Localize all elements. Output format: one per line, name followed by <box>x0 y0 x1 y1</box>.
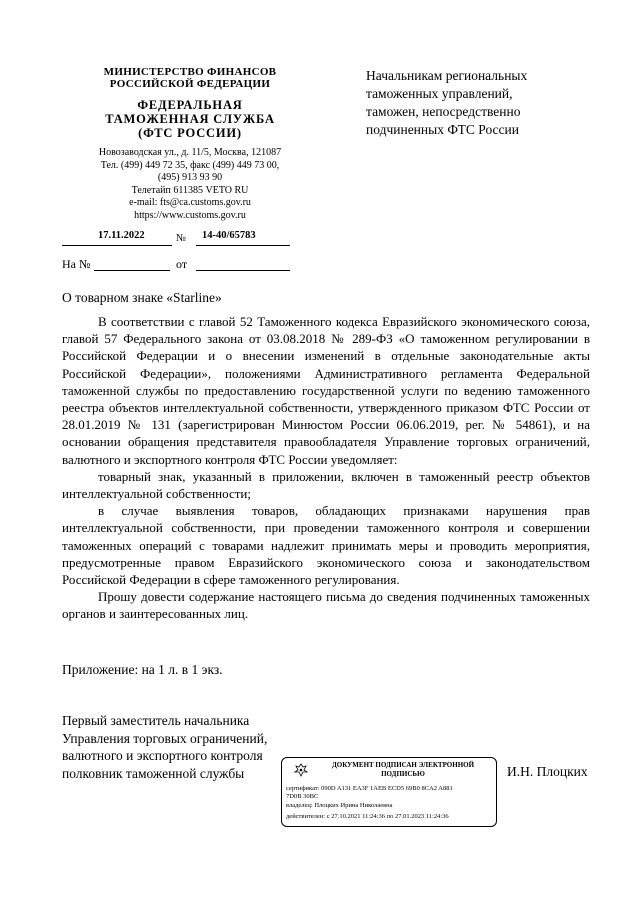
addressee-line-4: подчиненных ФТС России <box>366 122 519 137</box>
ministry-line-2: РОССИЙСКОЙ ФЕДЕРАЦИИ <box>109 78 271 90</box>
body-paragraph-4: Прошу довести содержание настоящего письма до сведения подчиненных таможенных органов и заинтересованных лиц. <box>62 589 590 622</box>
number-sign: № <box>176 233 187 244</box>
stamp-owner: владелец: Плоцких Ирина Николаевна <box>286 802 393 809</box>
subject-line: О товарном знаке «Starline» <box>62 290 222 305</box>
service-line-3: (ФТС РОССИИ) <box>138 126 242 140</box>
document-date: 17.11.2022 <box>98 230 145 241</box>
signer-line-3: валютного и экспортного контроля <box>62 748 263 763</box>
body-paragraph-3: в случае выявления товаров, обладающих признаками нарушения прав интеллектуальной собственности, при проведении таможенного контроля и совершении таможенных операций с товарами надлежит принимать меры и проводить мероприятия, предусмотренные правом Евразийского экономического союза и законодательством Российской Федерации в сфере таможенного регулирования. <box>62 503 590 588</box>
service-line-1: ФЕДЕРАЛЬНАЯ <box>137 98 243 112</box>
teletype: Телетайп 611385 VETO RU <box>131 184 249 196</box>
emblem-icon <box>292 762 310 778</box>
date-underline <box>62 245 172 246</box>
signer-line-4: полковник таможенной службы <box>62 765 245 781</box>
e-signature-stamp <box>281 757 497 827</box>
addressee-line-1: Начальникам региональных <box>366 68 528 83</box>
addressee <box>366 67 596 139</box>
address-line-1: Новозаводская ул., д. 11/5, Москва, 121087 <box>98 147 282 158</box>
address-line-2: Тел. (499) 449 72 35, факс (499) 449 73 00, <box>100 159 280 171</box>
email: e-mail: fts@ca.customs.gov.ru <box>129 197 251 208</box>
stamp-validity: действителен: с 27.10.2021 11:24:36 по 27.01.2023 11:24:36 <box>286 813 449 820</box>
addressee-line-3: таможен, непосредственно <box>366 104 521 119</box>
addressee-line-2: таможенных управлений, <box>366 86 513 101</box>
body-paragraph-2: товарный знак, указанный в приложении, включен в таможенный реестр объектов интеллектуальной собственности; <box>62 468 590 502</box>
reference-from-label: от <box>176 257 188 271</box>
reference-underline <box>94 270 170 271</box>
number-underline <box>196 245 290 246</box>
reference-date-underline <box>196 270 290 271</box>
sender-block <box>60 66 320 222</box>
stamp-title-line-2: ПОДПИСЬЮ <box>381 769 425 778</box>
ministry-line-1: МИНИСТЕРСТВО ФИНАНСОВ <box>103 66 277 78</box>
reference-label: На № <box>62 257 91 271</box>
stamp-certificate-line-2: 7D0B 30BC <box>286 793 319 800</box>
stamp-title <box>312 761 494 778</box>
signer-name: И.Н. Плоцких <box>507 764 588 779</box>
signer-line-1: Первый заместитель начальника <box>62 713 250 728</box>
stamp-title-line-1: ДОКУМЕНТ ПОДПИСАН ЭЛЕКТРОННОЙ <box>331 761 475 769</box>
letter-body <box>62 313 590 623</box>
document-number: 14-40/65783 <box>202 230 256 241</box>
service-line-2: ТАМОЖЕННАЯ СЛУЖБА <box>105 112 275 126</box>
appendix-note: Приложение: на 1 л. в 1 экз. <box>62 662 223 677</box>
website: https://www.customs.gov.ru <box>134 209 246 221</box>
address-line-3: (495) 913 93 90 <box>157 172 223 183</box>
body-paragraph-1: В соответствии с главой 52 Таможенного кодекса Евразийского экономического союза, главой 57 Федерального закона от 03.08.2018 № 289-ФЗ «О таможенном регулировании в Российской Федерации и о внесении изменений в отдельные законодательные акты Российской Федерации», положениями Административного регламента Федеральной таможенной службы по предоставлению государственной услуги по ведению таможенного реестра объектов интеллектуальной собственности, утвержденного приказом ФТС России от 28.01.2019 № 131 (зарегистрирован Минюстом России 06.06.2019, рег. № 54861), и на основании обращения представителя правообладателя Управление торговых ограничений, валютного и экспортного контроля ФТС России уведомляет: <box>62 314 590 467</box>
signer-line-2: Управления торговых ограничений, <box>62 730 268 746</box>
stamp-certificate-line-1: сертификат: 090D A131 EA3F 1AEB ECD5 69B0 8CA2 A881 <box>286 785 453 792</box>
signer-title <box>62 712 302 782</box>
